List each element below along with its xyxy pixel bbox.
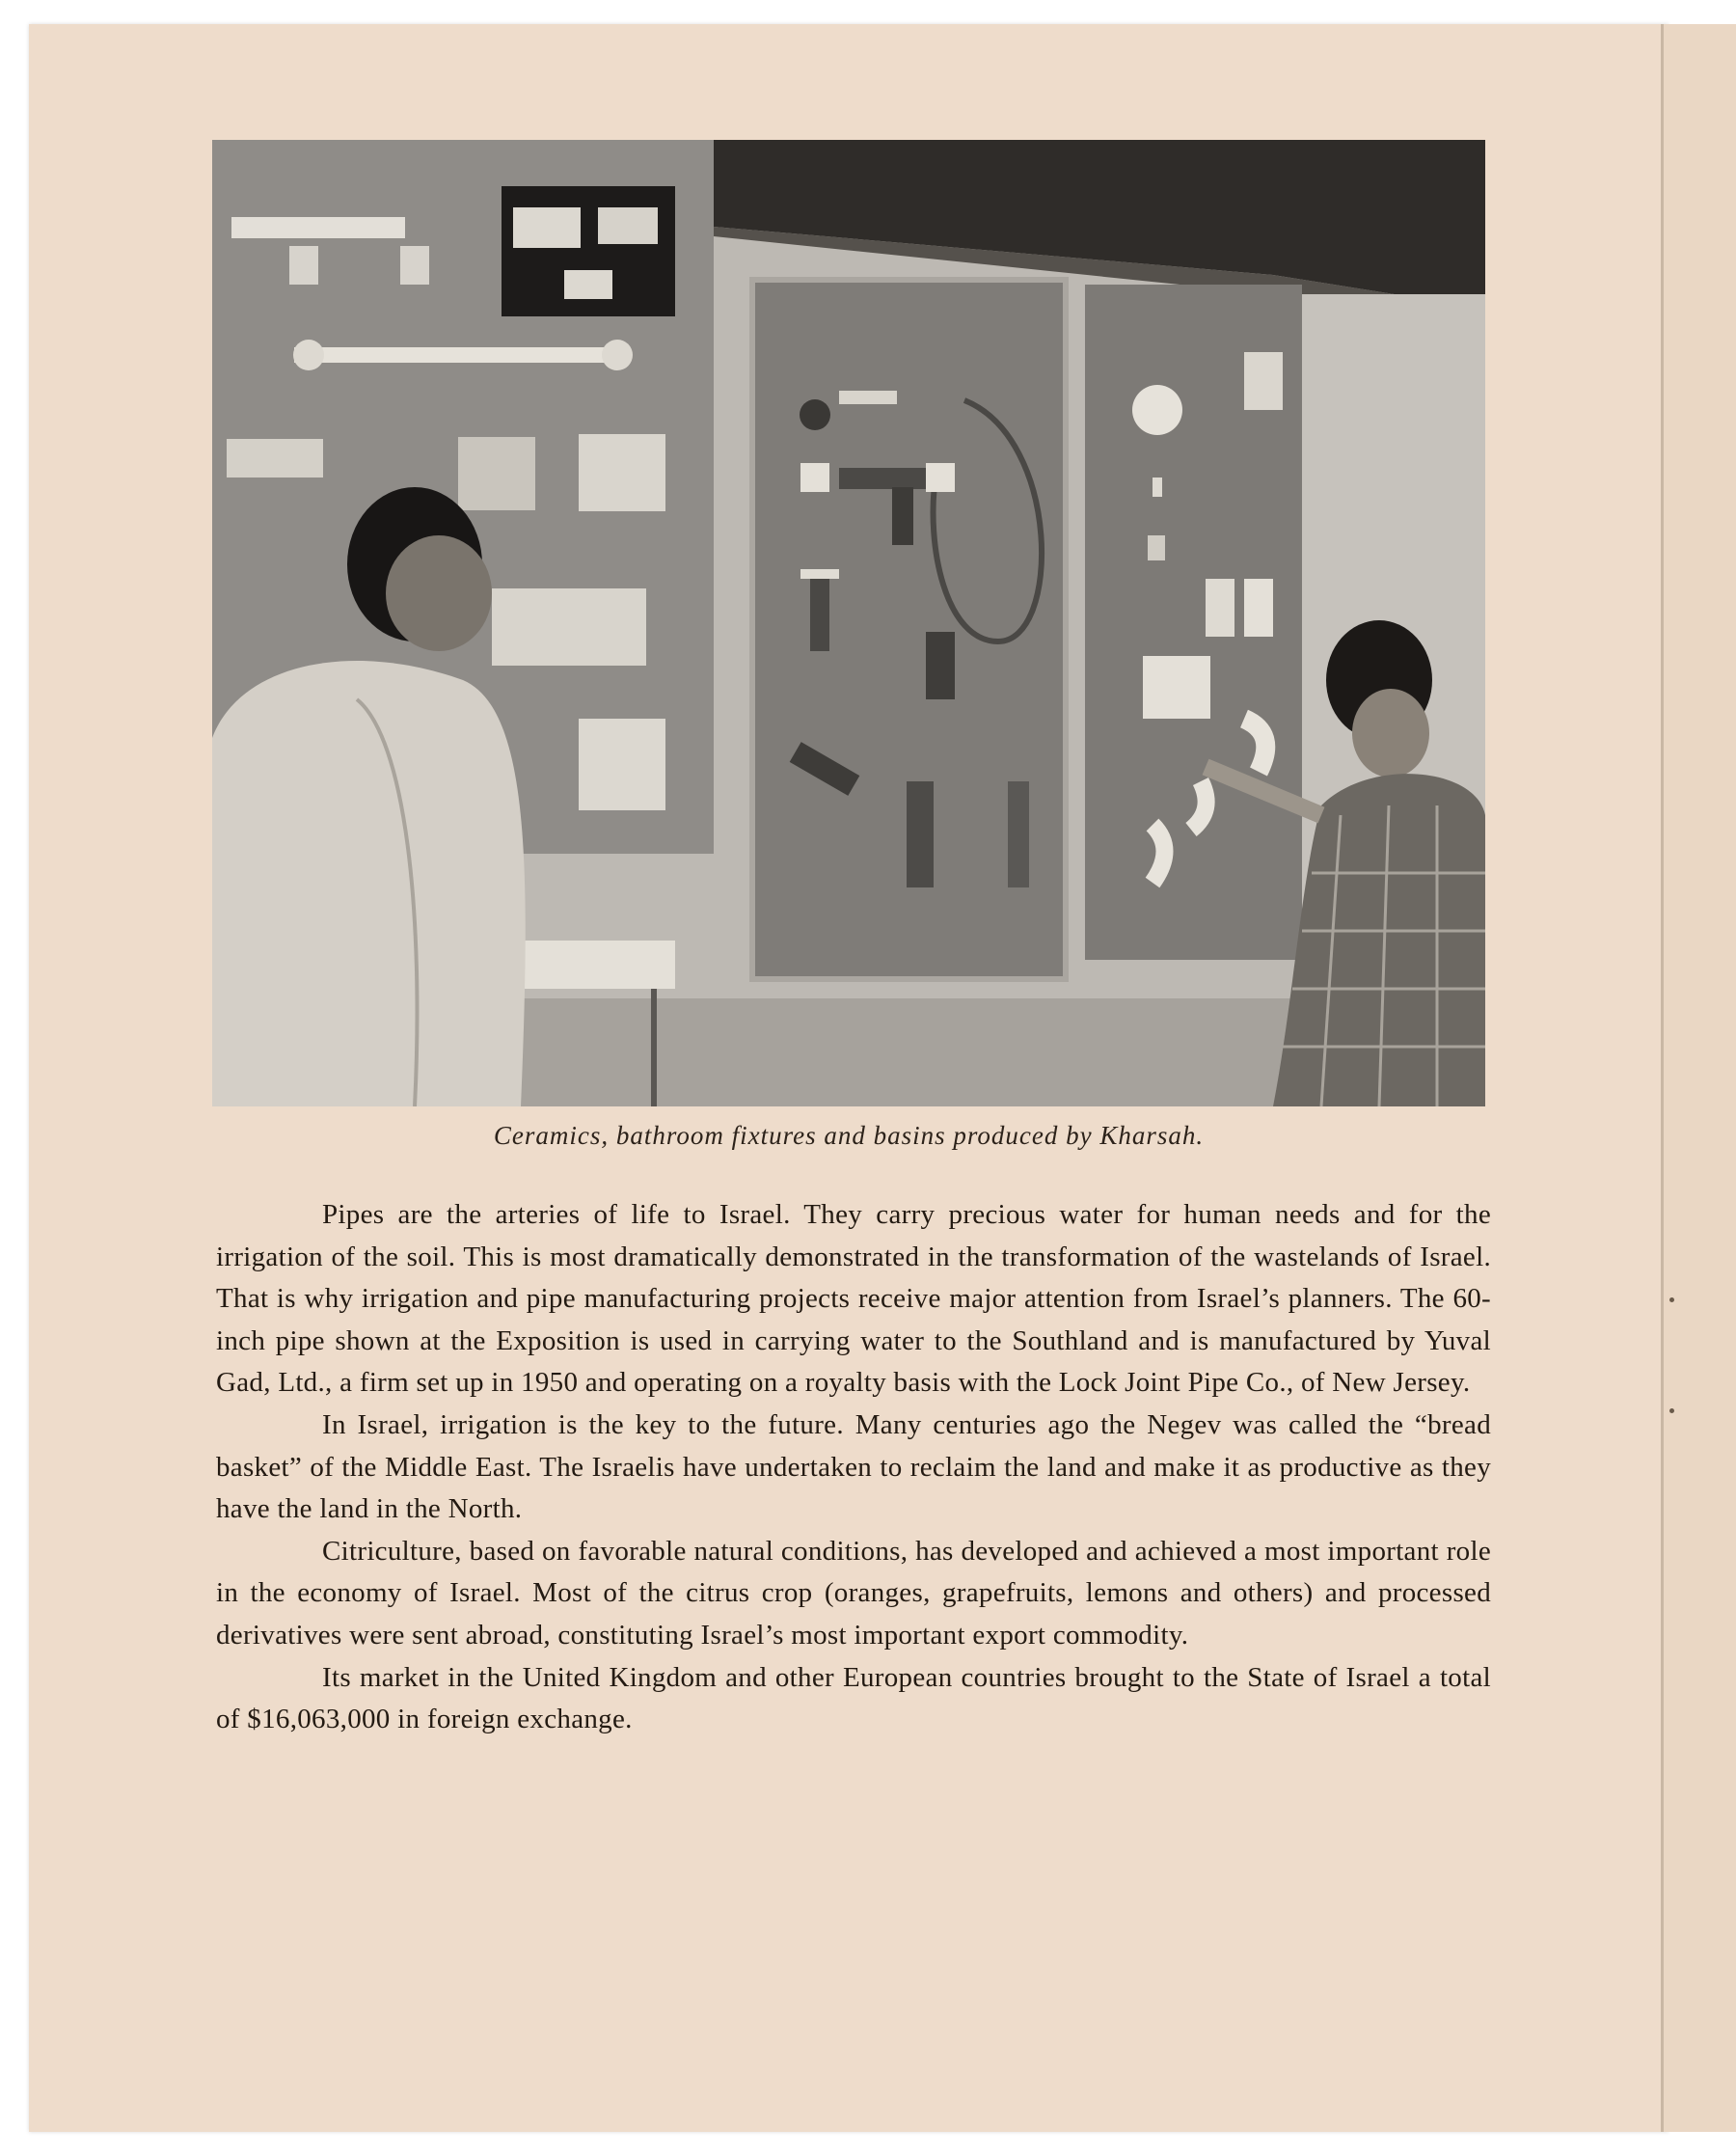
- paragraph-pipes: Pipes are the arteries of life to Israel. They carry precious water for human needs and for the irrigation of the soil. This is most dramatically demonstrated in the transformation of the wastelands of Israel. That is why irrigation and pipe manufacturing projects receive major attention from Israel’s planners. The 60-inch pipe shown at the Exposition is used in carrying water to the Southland and is manufactured by Yuval Gad, Ltd., a firm set up in 1950 and operating on a royalty basis with the Lock Joint Pipe Co., of New Jersey.: [216, 1199, 1491, 1399]
- paragraph-export-market: Its market in the United Kingdom and other European countries brought to the State of Israel a total of $16,063,000 in foreign exchange.: [216, 1661, 1491, 1735]
- photo-caption: Ceramics, bathroom fixtures and basins produced by Kharsah.: [493, 1121, 1205, 1150]
- binding-mark: [1669, 1408, 1674, 1413]
- paragraph-irrigation: In Israel, irrigation is the key to the future. Many centuries ago the Negev was called the “bread basket” of the Middle East. The Israelis have undertaken to reclaim the land and make it as productive as they have the land in the North.: [216, 1408, 1491, 1525]
- article-body: [216, 1194, 1491, 1741]
- exhibition-photo: [212, 140, 1485, 1106]
- binding-mark: [1669, 1297, 1674, 1302]
- paragraph-citriculture: Citriculture, based on favorable natural conditions, has developed and achieved a most important role in the economy of Israel. Most of the citrus crop (oranges, grapefruits, lemons and others) and processed derivatives were sent abroad, constituting Israel’s most important export commodity.: [216, 1535, 1491, 1651]
- facing-page-edge: [1664, 24, 1736, 2132]
